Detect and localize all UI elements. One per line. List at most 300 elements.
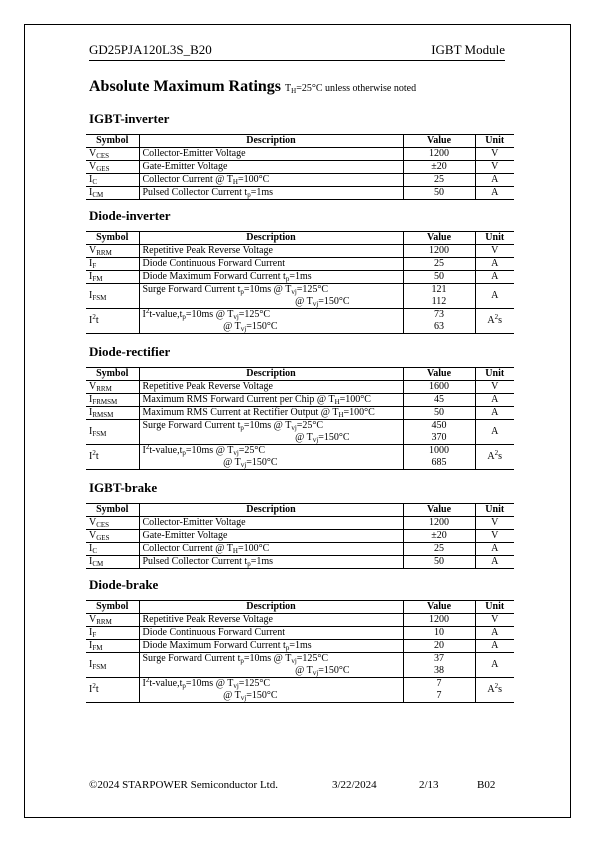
symbol-cell	[86, 543, 139, 556]
table-diode-inverter	[86, 231, 514, 334]
desc-sub: p	[285, 644, 290, 652]
desc-part: Pulsed Collector Current t	[142, 187, 248, 198]
desc-sub: vj	[312, 300, 319, 308]
unit-part: s	[498, 315, 503, 326]
sym: I	[89, 627, 93, 638]
desc-part: =150°C	[318, 432, 350, 443]
desc-line-2	[143, 432, 400, 444]
desc-part: @ T	[223, 457, 241, 468]
desc-sub: vj	[233, 313, 239, 321]
value-cell: 10	[403, 627, 475, 640]
description-cell: Gate-Emitter Voltage	[139, 161, 403, 174]
sym: V	[89, 381, 97, 392]
sym-sub: GES	[96, 165, 110, 173]
desc-sub: vj	[233, 449, 239, 457]
symbol-cell	[86, 530, 139, 543]
description-cell	[139, 543, 403, 556]
table-row	[86, 394, 514, 407]
sym: V	[89, 148, 97, 159]
section-igbt-inverter: IGBT-inverter	[89, 111, 170, 126]
description-cell	[139, 653, 403, 678]
col-value: Value	[403, 368, 475, 381]
desc-part: =10ms @ T	[243, 284, 292, 295]
unit-cell: A	[475, 284, 514, 309]
unit-cell: V	[475, 614, 514, 627]
table-row	[86, 271, 514, 284]
unit-cell: V	[475, 517, 514, 530]
section-diode-rectifier: Diode-rectifier	[89, 344, 171, 359]
sym: t	[95, 684, 99, 695]
symbol-cell	[86, 627, 139, 640]
symbol-cell	[86, 271, 139, 284]
section-diode-inverter: Diode-inverter	[89, 208, 171, 223]
table-header	[86, 135, 514, 148]
desc-sub: vj	[312, 436, 319, 444]
col-description: Description	[139, 601, 403, 614]
symbol-cell	[86, 174, 139, 187]
desc-sub: p	[247, 560, 251, 568]
desc-part: =10ms @ T	[185, 445, 234, 456]
table-row	[86, 530, 514, 543]
description-cell: Diode Continuous Forward Current	[139, 627, 403, 640]
desc-sub: vj	[233, 682, 239, 690]
description-cell: Collector-Emitter Voltage	[139, 517, 403, 530]
symbol-cell	[86, 653, 139, 678]
desc-line-1	[143, 420, 400, 432]
unit-cell	[475, 445, 514, 470]
symbol-cell	[86, 420, 139, 445]
desc-line-2	[143, 457, 400, 469]
value-line-2: 7	[436, 690, 442, 701]
desc-part: =10ms @ T	[185, 678, 234, 689]
description-cell	[139, 174, 403, 187]
sym: I	[89, 174, 93, 185]
desc-line-1	[143, 284, 400, 296]
desc-part: =150°C	[318, 665, 350, 676]
desc-part: Diode Maximum Forward Current t	[142, 640, 286, 651]
table-row	[86, 258, 514, 271]
description-cell: Collector-Emitter Voltage	[139, 148, 403, 161]
unit-sup: 2	[494, 449, 499, 457]
table-row	[86, 284, 514, 309]
sym-sub: RRM	[96, 249, 112, 257]
desc-part: =100°C	[343, 407, 375, 418]
col-unit: Unit	[475, 135, 514, 148]
table-row	[86, 640, 514, 653]
table-header	[86, 504, 514, 517]
sym-sub: FSM	[92, 430, 107, 438]
table-row	[86, 407, 514, 420]
sym-sub: CM	[92, 560, 104, 568]
desc-part: @ T	[223, 321, 241, 332]
sym-sub: GES	[96, 534, 110, 542]
table-row	[86, 627, 514, 640]
sym-sub: F	[92, 262, 97, 270]
desc-sub: p	[182, 682, 186, 690]
symbol-cell	[86, 678, 139, 703]
sym-sub: FRMSM	[92, 398, 118, 406]
unit-cell: A	[475, 187, 514, 200]
desc-line-1	[143, 678, 400, 690]
desc-sub: H	[232, 178, 238, 186]
module-type: IGBT Module	[431, 42, 505, 57]
footer-date: 3/22/2024	[332, 779, 377, 791]
description-cell	[139, 407, 403, 420]
unit-cell: V	[475, 161, 514, 174]
symbol-cell	[86, 517, 139, 530]
col-symbol: Symbol	[86, 232, 139, 245]
desc-part: I	[142, 309, 146, 320]
sym-sub: RRM	[96, 618, 112, 626]
symbol-cell	[86, 187, 139, 200]
table-header	[86, 232, 514, 245]
desc-part: @ T	[295, 296, 313, 307]
sym-sup: 2	[92, 313, 96, 321]
description-cell	[139, 187, 403, 200]
desc-part: Pulsed Collector Current t	[142, 556, 248, 567]
unit-cell: A	[475, 174, 514, 187]
value-cell: 1600	[403, 381, 475, 394]
description-cell	[139, 394, 403, 407]
unit-part: A	[487, 451, 495, 462]
title-main: Absolute Maximum Ratings	[89, 78, 282, 95]
desc-part: =150°C	[246, 690, 278, 701]
sym: I	[89, 451, 93, 462]
value-cell: 25	[403, 174, 475, 187]
table-row	[86, 678, 514, 703]
symbol-cell	[86, 309, 139, 334]
description-cell: Repetitive Peak Reverse Voltage	[139, 245, 403, 258]
desc-part: Collector Current @ T	[142, 543, 233, 554]
sym: I	[89, 556, 93, 567]
cond-sub: H	[291, 87, 297, 95]
table-row	[86, 543, 514, 556]
symbol-cell	[86, 407, 139, 420]
desc-part: =125°C	[238, 309, 271, 320]
symbol-cell	[86, 381, 139, 394]
col-value: Value	[403, 135, 475, 148]
col-value: Value	[403, 232, 475, 245]
col-unit: Unit	[475, 601, 514, 614]
sym-sub: FSM	[92, 294, 107, 302]
desc-part: Collector Current @ T	[142, 174, 233, 185]
desc-sup: 2	[145, 307, 150, 315]
unit-cell	[475, 678, 514, 703]
desc-part: Diode Maximum Forward Current t	[142, 271, 286, 282]
value-cell: 25	[403, 258, 475, 271]
value-cell: 50	[403, 556, 475, 569]
col-symbol: Symbol	[86, 135, 139, 148]
col-value: Value	[403, 504, 475, 517]
unit-sup: 2	[494, 313, 499, 321]
sym-sub: C	[92, 547, 98, 555]
unit-cell	[475, 309, 514, 334]
desc-sub: vj	[240, 461, 247, 469]
description-cell	[139, 556, 403, 569]
desc-part: =25°C	[238, 445, 266, 456]
symbol-cell	[86, 556, 139, 569]
desc-part: =150°C	[318, 296, 350, 307]
desc-part: =1ms	[250, 187, 274, 198]
table-row	[86, 517, 514, 530]
desc-sub: p	[240, 657, 244, 665]
sym-sub: FM	[92, 644, 103, 652]
description-cell	[139, 640, 403, 653]
col-unit: Unit	[475, 368, 514, 381]
value-cell	[403, 678, 475, 703]
description-cell	[139, 284, 403, 309]
unit-part: s	[498, 451, 503, 462]
unit-part: s	[498, 684, 503, 695]
table-row	[86, 187, 514, 200]
sym-sub: FM	[92, 275, 103, 283]
header-divider	[89, 60, 505, 61]
sym: I	[89, 394, 93, 405]
sym: I	[89, 543, 93, 554]
value-cell	[403, 284, 475, 309]
desc-part: =100°C	[339, 394, 371, 405]
sym-sub: FSM	[92, 663, 107, 671]
description-cell: Repetitive Peak Reverse Voltage	[139, 381, 403, 394]
desc-part: Maximum RMS Current at Rectifier Output @ T	[142, 407, 339, 418]
symbol-cell	[86, 445, 139, 470]
desc-sub: p	[182, 313, 186, 321]
cond-t: T	[285, 83, 292, 94]
desc-part: I	[142, 678, 146, 689]
value-cell: 1200	[403, 517, 475, 530]
value-cell: 25	[403, 543, 475, 556]
symbol-cell	[86, 148, 139, 161]
value-line-2: 685	[431, 457, 447, 468]
sym: I	[89, 258, 93, 269]
symbol-cell	[86, 245, 139, 258]
desc-part: t-value,t	[149, 309, 183, 320]
desc-line-2	[143, 321, 400, 333]
table-row	[86, 245, 514, 258]
desc-part: =1ms	[289, 640, 312, 651]
col-symbol: Symbol	[86, 368, 139, 381]
sym: V	[89, 530, 97, 541]
description-cell: Diode Continuous Forward Current	[139, 258, 403, 271]
sym: V	[89, 517, 97, 528]
desc-part: =150°C	[246, 457, 278, 468]
desc-sub: H	[334, 398, 340, 406]
sym: I	[89, 187, 93, 198]
value-cell: ±20	[403, 530, 475, 543]
table-header	[86, 368, 514, 381]
sym: I	[89, 315, 93, 326]
description-cell	[139, 271, 403, 284]
unit-cell: A	[475, 271, 514, 284]
value-cell: ±20	[403, 161, 475, 174]
sym: I	[89, 407, 93, 418]
table-diode-rectifier	[86, 367, 514, 470]
desc-part: I	[142, 445, 146, 456]
desc-sub: H	[338, 411, 344, 419]
desc-sub: vj	[240, 325, 247, 333]
part-number: GD25PJA120L3S_B20	[89, 42, 212, 57]
unit-cell: A	[475, 653, 514, 678]
value-line-2: 63	[434, 321, 444, 332]
desc-part: =125°C	[296, 653, 329, 664]
desc-part: @ T	[223, 690, 241, 701]
symbol-cell	[86, 614, 139, 627]
unit-cell: V	[475, 148, 514, 161]
sym-sub: RMSM	[92, 411, 114, 419]
unit-cell: V	[475, 245, 514, 258]
title-condition	[285, 83, 416, 94]
sym: V	[89, 614, 97, 625]
description-cell: Repetitive Peak Reverse Voltage	[139, 614, 403, 627]
value-line-2: 370	[431, 432, 447, 443]
value-line-1: 450	[431, 420, 447, 431]
desc-line-2	[143, 665, 400, 677]
footer-copyright: ©2024 STARPOWER Semiconductor Ltd.	[89, 779, 278, 791]
sym: I	[89, 290, 93, 301]
unit-cell: A	[475, 640, 514, 653]
section-diode-brake: Diode-brake	[89, 577, 159, 592]
desc-sup: 2	[145, 443, 150, 451]
description-cell	[139, 678, 403, 703]
value-line-1: 37	[434, 653, 444, 664]
sym-sup: 2	[92, 682, 96, 690]
desc-line-1	[143, 445, 400, 457]
unit-cell: A	[475, 556, 514, 569]
table-row	[86, 445, 514, 470]
desc-sub: p	[240, 288, 244, 296]
value-line-1: 121	[431, 284, 447, 295]
description-cell	[139, 445, 403, 470]
table-igbt-brake	[86, 503, 514, 569]
value-cell	[403, 653, 475, 678]
col-description: Description	[139, 232, 403, 245]
sym: I	[89, 271, 93, 282]
desc-part: =10ms @ T	[243, 653, 292, 664]
desc-sub: p	[182, 449, 186, 457]
desc-part: =150°C	[246, 321, 278, 332]
col-symbol: Symbol	[86, 601, 139, 614]
unit-sup: 2	[494, 682, 499, 690]
table-row	[86, 381, 514, 394]
desc-part: =100°C	[237, 543, 270, 554]
desc-part: @ T	[295, 665, 313, 676]
sym: V	[89, 161, 97, 172]
sym: I	[89, 426, 93, 437]
col-description: Description	[139, 504, 403, 517]
value-cell: 1200	[403, 614, 475, 627]
desc-part: @ T	[295, 432, 313, 443]
unit-cell: A	[475, 543, 514, 556]
footer-revision: B02	[477, 779, 496, 791]
desc-sub: vj	[312, 669, 319, 677]
desc-part: =125°C	[296, 284, 329, 295]
symbol-cell	[86, 640, 139, 653]
desc-sup: 2	[145, 676, 150, 684]
sym: t	[95, 451, 99, 462]
sym: I	[89, 684, 93, 695]
col-description: Description	[139, 368, 403, 381]
desc-part: Surge Forward Current t	[142, 653, 241, 664]
value-cell: 20	[403, 640, 475, 653]
unit-cell: A	[475, 420, 514, 445]
desc-sub: vj	[291, 288, 297, 296]
value-line-1: 73	[434, 309, 444, 320]
desc-line-2	[143, 690, 400, 702]
value-line-2: 38	[434, 665, 444, 676]
desc-part: =10ms @ T	[243, 420, 292, 431]
description-cell	[139, 420, 403, 445]
table-row	[86, 653, 514, 678]
table-row	[86, 309, 514, 334]
value-cell: 50	[403, 271, 475, 284]
unit-cell: V	[475, 530, 514, 543]
value-cell: 45	[403, 394, 475, 407]
table-row	[86, 161, 514, 174]
desc-part: =100°C	[237, 174, 270, 185]
table-row	[86, 420, 514, 445]
value-cell: 50	[403, 187, 475, 200]
sym-sub: RRM	[96, 385, 112, 393]
description-cell	[139, 309, 403, 334]
desc-sub: p	[247, 191, 251, 199]
desc-line-1	[143, 309, 400, 321]
unit-part: A	[487, 684, 495, 695]
unit-cell: A	[475, 627, 514, 640]
desc-sub: vj	[291, 424, 297, 432]
unit-cell: A	[475, 258, 514, 271]
desc-sub: vj	[240, 694, 247, 702]
desc-part: =1ms	[250, 556, 274, 567]
value-cell: 1200	[403, 148, 475, 161]
sym-sub: CM	[92, 191, 104, 199]
symbol-cell	[86, 394, 139, 407]
table-row	[86, 148, 514, 161]
footer-page-number: 2/13	[419, 779, 439, 791]
symbol-cell	[86, 258, 139, 271]
table-row	[86, 174, 514, 187]
col-unit: Unit	[475, 504, 514, 517]
desc-sub: p	[285, 275, 290, 283]
desc-sub: H	[232, 547, 238, 555]
value-line-1: 1000	[429, 445, 449, 456]
table-header	[86, 601, 514, 614]
unit-part: A	[487, 315, 495, 326]
sym-sub: F	[92, 631, 97, 639]
symbol-cell	[86, 161, 139, 174]
value-cell: 1200	[403, 245, 475, 258]
desc-part: Maximum RMS Forward Current per Chip @ T	[142, 394, 335, 405]
desc-part: =1ms	[289, 271, 312, 282]
value-cell	[403, 420, 475, 445]
value-line-2: 112	[431, 296, 447, 307]
value-cell: 50	[403, 407, 475, 420]
sym-sub: C	[92, 178, 98, 186]
value-line-1: 7	[436, 678, 442, 689]
page-title	[89, 78, 416, 96]
unit-cell: A	[475, 394, 514, 407]
sym: t	[95, 315, 99, 326]
cond-rest: =25°C unless otherwise noted	[296, 83, 417, 94]
desc-part: Surge Forward Current t	[142, 284, 241, 295]
sym-sub: CES	[96, 521, 110, 529]
sym: I	[89, 640, 93, 651]
sym-sup: 2	[92, 449, 96, 457]
desc-line-2	[143, 296, 400, 308]
table-row	[86, 556, 514, 569]
unit-cell: V	[475, 381, 514, 394]
desc-part: t-value,t	[149, 678, 183, 689]
table-row	[86, 614, 514, 627]
